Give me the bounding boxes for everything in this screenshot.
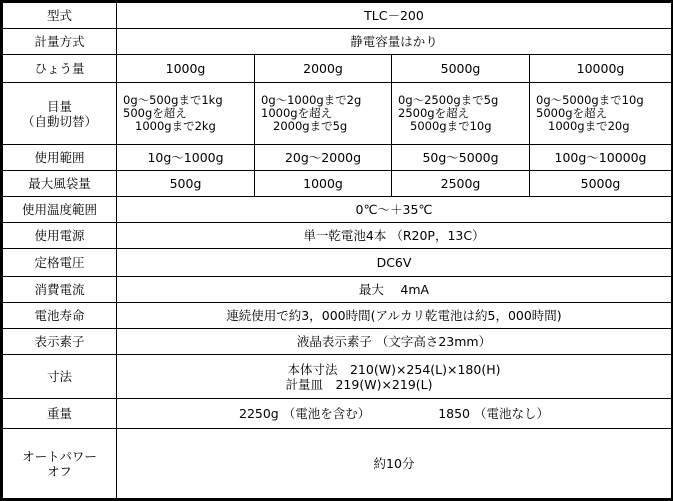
max-bag-4: 5000g [530, 171, 672, 197]
label-weight: 重量 [3, 399, 117, 429]
label-power: 使用電源 [3, 223, 117, 249]
row-auto-off [3, 429, 672, 499]
capacity-3: 5000g [392, 55, 530, 83]
row-weight [3, 399, 672, 429]
max-bag-2: 1000g [255, 171, 392, 197]
range-4: 100g～10000g [530, 145, 672, 171]
label-auto-off-line2: オフ [47, 463, 72, 479]
value-battery-life: 連続使用で約3，000時間(アルカリ乾電池は約5，000時間) [117, 303, 672, 329]
row-capacity [3, 55, 672, 83]
graduation-2-line3: 2000gまで5g [273, 119, 348, 133]
capacity-4: 10000g [530, 55, 672, 83]
label-graduation [3, 83, 117, 145]
row-voltage [3, 249, 672, 277]
value-display: 液晶表示素子 （文字高さ23mm） [117, 329, 672, 355]
value-temp: 0℃～＋35℃ [117, 197, 672, 223]
value-power: 単一乾電池4本 （R20P，13C） [117, 223, 672, 249]
graduation-4-line2: 5000gを超え [536, 106, 608, 120]
row-graduation [3, 83, 672, 145]
graduation-1-line3: 1000gまで2kg [135, 119, 216, 133]
max-bag-1: 500g [117, 171, 255, 197]
label-capacity: ひょう量 [3, 55, 117, 83]
capacity-1: 1000g [117, 55, 255, 83]
graduation-4-line3: 1000gまで20g [548, 119, 630, 133]
graduation-4 [530, 83, 672, 145]
graduation-2 [255, 83, 392, 145]
graduation-3-line3: 5000gまで10g [410, 119, 492, 133]
range-3: 50g～5000g [392, 145, 530, 171]
label-graduation-line1: 目量 [46, 98, 72, 114]
row-display [3, 329, 672, 355]
graduation-1-line2: 500gを超え [123, 106, 187, 120]
graduation-2-line1: 0g～1000gまで2g [261, 93, 362, 107]
row-temp [3, 197, 672, 223]
graduation-1 [117, 83, 255, 145]
label-voltage: 定格電圧 [3, 249, 117, 277]
spec-table [2, 2, 672, 499]
graduation-4-line1: 0g～5000gまで10g [536, 93, 644, 107]
row-model [3, 3, 672, 29]
label-auto-off [3, 429, 117, 499]
max-bag-3: 2500g [392, 171, 530, 197]
label-auto-off-line1: オートパワー [22, 448, 97, 464]
value-current: 最大 4mA [117, 277, 672, 303]
row-battery-life [3, 303, 672, 329]
graduation-1-line1: 0g～500gまで1kg [123, 93, 223, 107]
label-model: 型式 [3, 3, 117, 29]
dimensions-line1: 本体寸法 210(W)×254(L)×180(H) [287, 361, 501, 377]
label-max-bag: 最大風袋量 [3, 171, 117, 197]
graduation-2-line2: 1000gを超え [261, 106, 333, 120]
row-dimensions [3, 355, 672, 399]
range-2: 20g～2000g [255, 145, 392, 171]
graduation-3-line2: 2500gを超え [398, 106, 470, 120]
label-method: 計量方式 [3, 29, 117, 55]
value-method: 静電容量はかり [117, 29, 672, 55]
label-display: 表示素子 [3, 329, 117, 355]
row-max-bag [3, 171, 672, 197]
weight-with-battery: 2250g （電池を含む） [239, 406, 371, 421]
capacity-2: 2000g [255, 55, 392, 83]
dimensions-line2: 計量皿 219(W)×219(L) [285, 376, 433, 392]
label-range: 使用範囲 [3, 145, 117, 171]
value-model: TLC－200 [117, 3, 672, 29]
label-dimensions: 寸法 [3, 355, 117, 399]
row-current [3, 277, 672, 303]
label-graduation-line2: （自動切替） [21, 113, 97, 129]
label-current: 消費電流 [3, 277, 117, 303]
range-1: 10g～1000g [117, 145, 255, 171]
label-battery-life: 電池寿命 [3, 303, 117, 329]
value-weight [117, 399, 672, 429]
row-method [3, 29, 672, 55]
graduation-3-line1: 0g～2500gまで5g [398, 93, 499, 107]
weight-without-battery: 1850 （電池なし） [438, 406, 549, 421]
row-range [3, 145, 672, 171]
row-power [3, 223, 672, 249]
graduation-3 [392, 83, 530, 145]
value-voltage: DC6V [117, 249, 672, 277]
value-auto-off: 約10分 [117, 429, 672, 499]
value-dimensions [117, 355, 672, 399]
label-temp: 使用温度範囲 [3, 197, 117, 223]
